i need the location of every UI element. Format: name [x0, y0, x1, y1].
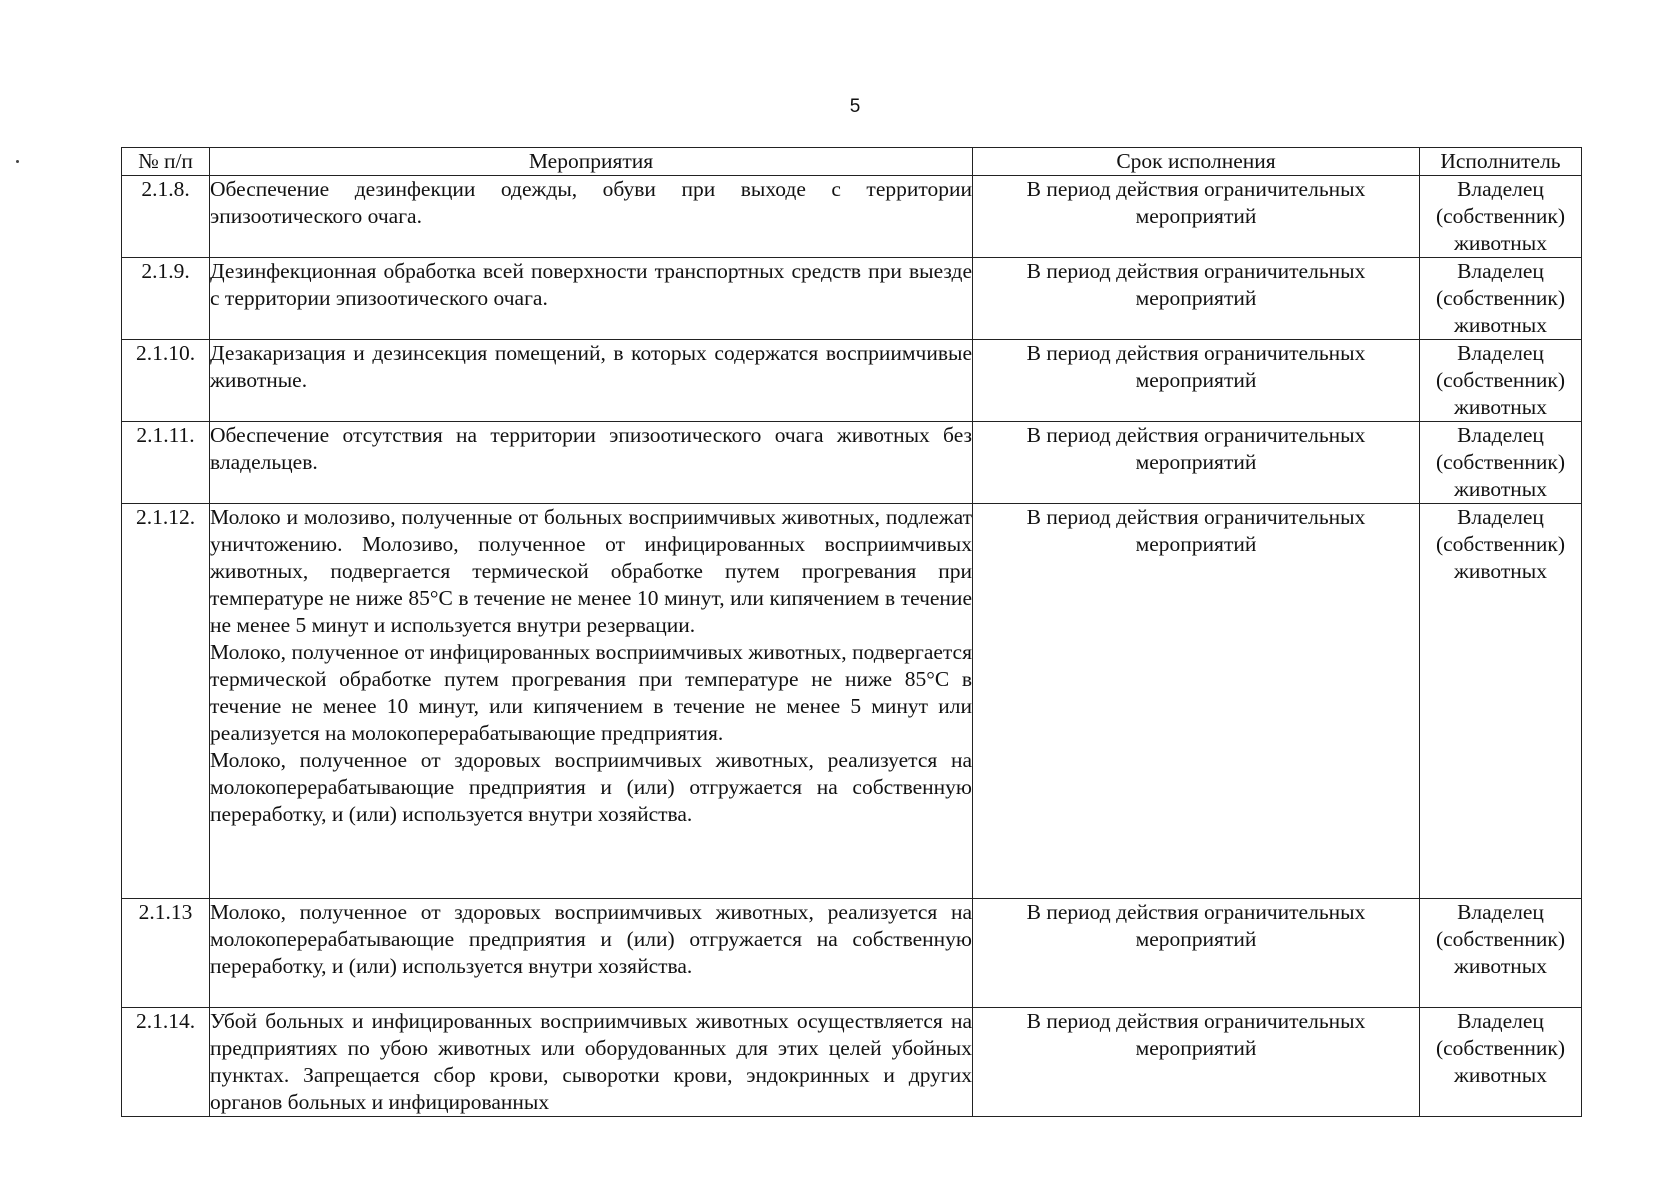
measure-cell: [210, 899, 973, 1008]
executor-cell: Владелец (собственник) животных: [1420, 899, 1582, 1008]
row-number: 2.1.14.: [122, 1008, 210, 1117]
term-cell: В период действия ограничительных мероприятий: [973, 258, 1420, 340]
row-number: 2.1.8.: [122, 176, 210, 258]
term-cell: В период действия ограничительных мероприятий: [973, 422, 1420, 504]
executor-cell: Владелец (собственник) животных: [1420, 176, 1582, 258]
row-number: 2.1.11.: [122, 422, 210, 504]
term-cell: В период действия ограничительных мероприятий: [973, 899, 1420, 1008]
measure-paragraph: Обеспечение дезинфекции одежды, обуви при выходе с территории эпизоотического очага.: [210, 177, 972, 228]
measure-cell: [210, 258, 973, 340]
executor-cell: Владелец (собственник) животных: [1420, 422, 1582, 504]
page-number: 5: [849, 96, 861, 117]
row-number: 2.1.12.: [122, 504, 210, 899]
table-row: [122, 1008, 1582, 1117]
table-body: [122, 176, 1582, 1117]
measure-text: [210, 422, 972, 476]
measure-paragraph: Дезакаризация и дезинсекция помещений, в которых содержатся восприимчивые животные.: [210, 341, 972, 392]
measure-cell: [210, 504, 973, 899]
measure-paragraph: Дезинфекционная обработка всей поверхности транспортных средств при выезде с территории эпизоотического очага.: [210, 259, 972, 310]
term-cell: В период действия ограничительных мероприятий: [973, 1008, 1420, 1117]
scan-artifact-dot: [16, 160, 19, 163]
measure-text: [210, 1008, 972, 1115]
measure-paragraph: Молоко и молозиво, полученные от больных восприимчивых животных, подлежат уничтожению. Молозиво, полученное от инфицированных восприимчивых животных, подвергается термической обработке путем прогревания при температуре не ниже 85°С в течение не менее 10 минут, или кипячением в течение не менее 5 минут и используется внутри резервации.: [210, 505, 972, 637]
term-cell: В период действия ограничительных мероприятий: [973, 340, 1420, 422]
measure-text: [210, 899, 972, 980]
measures-table: [121, 147, 1582, 1117]
table-row: [122, 258, 1582, 340]
measure-text: [210, 340, 972, 394]
measure-cell: [210, 422, 973, 504]
executor-cell: Владелец (собственник) животных: [1420, 340, 1582, 422]
executor-cell: Владелец (собственник) животных: [1420, 504, 1582, 899]
table-row: [122, 340, 1582, 422]
measure-text: [210, 258, 972, 312]
measure-text: [210, 504, 972, 828]
measure-paragraph: Обеспечение отсутствия на территории эпизоотического очага животных без владельцев.: [210, 423, 972, 474]
row-number: 2.1.10.: [122, 340, 210, 422]
row-number: 2.1.13: [122, 899, 210, 1008]
header-executor: Исполнитель: [1420, 148, 1582, 176]
measure-paragraph: Молоко, полученное от инфицированных восприимчивых животных, подвергается термической обработке путем прогревания при температуре не ниже 85°С в течение не менее 10 минут, или кипячением в течение не менее 5 минут или реализуется на молокоперерабатывающие предприятия.: [210, 640, 972, 745]
measure-paragraph: Молоко, полученное от здоровых восприимчивых животных, реализуется на молокоперерабатывающие предприятия и (или) отгружается на собственную переработку, и (или) используется внутри хозяйства.: [210, 748, 972, 826]
measure-cell: [210, 176, 973, 258]
term-cell: В период действия ограничительных мероприятий: [973, 176, 1420, 258]
measure-paragraph: Молоко, полученное от здоровых восприимчивых животных, реализуется на молокоперерабатывающие предприятия и (или) отгружается на собственную переработку, и (или) используется внутри хозяйства.: [210, 900, 972, 978]
header-term: Срок исполнения: [973, 148, 1420, 176]
table-row: [122, 899, 1582, 1008]
term-cell: В период действия ограничительных мероприятий: [973, 504, 1420, 899]
header-measure: Мероприятия: [210, 148, 973, 176]
measure-text: [210, 176, 972, 230]
measure-cell: [210, 1008, 973, 1117]
measure-cell: [210, 340, 973, 422]
table-row: [122, 504, 1582, 899]
table-header-row: [122, 148, 1582, 176]
table-row: [122, 176, 1582, 258]
executor-cell: Владелец (собственник) животных: [1420, 1008, 1582, 1117]
executor-cell: Владелец (собственник) животных: [1420, 258, 1582, 340]
measure-paragraph: Убой больных и инфицированных восприимчивых животных осуществляется на предприятиях по убою животных или оборудованных для этих целей убойных пунктах. Запрещается сбор крови, сыворотки крови, эндокринных и других органов больных и инфицированных: [210, 1009, 972, 1114]
table-row: [122, 422, 1582, 504]
row-number: 2.1.9.: [122, 258, 210, 340]
header-num: № п/п: [122, 148, 210, 176]
